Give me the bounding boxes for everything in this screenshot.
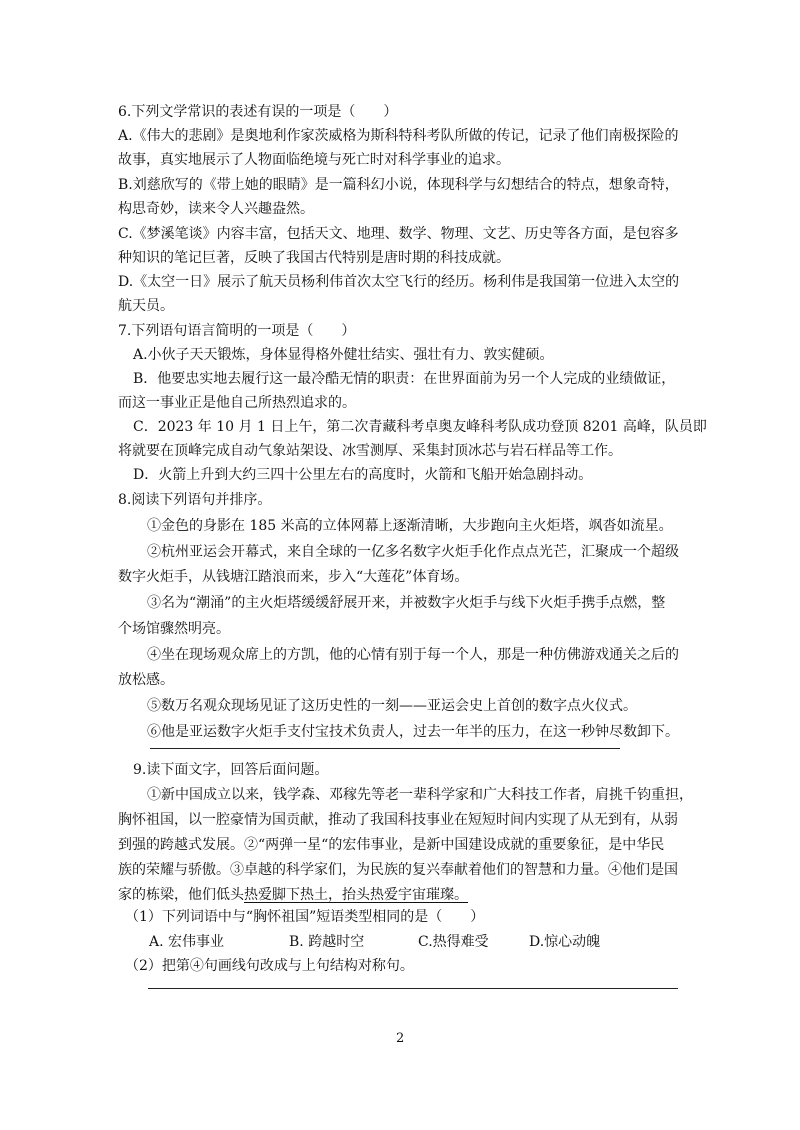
q6-option-a-line1: A.《伟大的悲剧》是奥地利作家茨威格为斯科特科考队所做的传记，记录了他们南极探险的 [118,128,679,144]
q7-option-b-line2: 而这一事业正是他自己所热烈追求的。 [118,395,356,411]
q8-sentence-6: ⑥他是亚运数字火炬手支付宝技术负责人，过去一年半的压力，在这一秒钟尽数卸下。 [147,724,679,740]
q7-option-c-line2: 将就要在顶峰完成自动气象站架设、冰雪测厚、采集封顶冰芯与岩石样品等工作。 [118,443,622,459]
q7-option-d: D．火箭上升到大约三四十公里左右的高度时，火箭和飞船开始急剧抖动。 [133,467,593,483]
q9-passage-line1: ①新中国成立以来，钱学森、邓稼先等老一辈科学家和广大科技工作者，肩挑千钧重担， [147,787,693,803]
q8-sentence-2-line1: ②杭州亚运会开幕式，来自全球的一亿多名数字火炬手化作点点光芒，汇聚成一个超级 [147,544,679,560]
q8-stem: 8.阅读下列语句并排序。 [118,492,272,508]
q6-option-a-line2: 故事，真实地展示了人物面临绝境与死亡时对科学事业的追求。 [118,152,510,168]
q9-passage-line3: 到强的跨越式发展。②“两弹一星“的宏伟事业，是新中国建设成就的重要象征，是中华民 [118,837,665,853]
q9-subquestion-2: （2）把第④句画线句改成与上句结构对称句。 [125,958,414,974]
q8-sentence-3-line2: 个场馆骤然明亮。 [118,621,230,637]
q8-answer-line[interactable] [150,748,620,749]
q6-option-d-line1: D.《太空一日》展示了航天员杨利伟首次太空飞行的经历。杨利伟是我国第一位进入太空的 [118,274,680,290]
q7-stem: 7.下列语句语言简明的一项是（ ） [118,323,356,339]
q7-option-a: A.小伙子天天锻炼，身体显得格外健壮结实、强壮有力、敦实健硕。 [133,347,554,363]
q8-sentence-4-line2: 放松感。 [118,672,174,688]
q9-subquestion-1: （1）下列词语中与“胸怀祖国”短语类型相同的是（ ） [125,909,485,925]
q6-option-b-line1: B.刘慈欣写的《带上她的眼睛》是一篇科幻小说，体现科学与幻想结合的特点，想象奇特， [118,177,679,193]
q6-option-d-line2: 航天员。 [118,298,174,314]
q9-stem: 9.读下面文字，回答后面问题。 [133,762,329,778]
q9-passage-line4: 族的荣耀与骄傲。③卓越的科学家们，为民族的复兴奉献着他们的智慧和力量。④他们是国 [118,862,678,878]
q8-sentence-4-line1: ④坐在现场观众席上的方凯，他的心情有别于每一个人，那是一种仿佛游戏通关之后的 [147,647,679,663]
q9-passage-line2: 胸怀祖国，以一腔豪情为国贡献，推动了我国科技事业在短短时间内实现了从无到有，从弱 [118,812,678,828]
q9-option-c: C.热得难受 [418,934,489,950]
q7-option-b-line1: B．他要忠实地去履行这一最冷酷无情的职责：在世界面前为另一个人完成的业绩做证， [133,371,676,387]
q8-sentence-2-line2: 数字火炬手，从钱塘江踏浪而来，步入“大莲花”体育场。 [118,569,469,585]
q9-option-b: B. 跨越时空 [289,934,365,950]
q6-option-c-line2: 种知识的笔记巨著，反映了我国古代特别是唐时期的科技成就。 [118,250,510,266]
q6-stem: 6.下列文学常识的表述有误的一项是（ ） [118,104,398,120]
q9-passage-line5 [118,886,468,904]
q9-answer-line[interactable] [148,988,678,989]
q8-sentence-5: ⑤数万名观众现场见证了这历史性的一刻——亚运会史上首创的数字点火仪式。 [147,698,637,714]
q9-option-d: D.惊心动魄 [529,934,601,950]
page-number: 2 [396,1031,405,1046]
q9-passage-line5-plain: 家的栋梁，他们低头 [118,887,244,903]
q8-sentence-1: ①金色的身影在 185 米高的立体网幕上逐渐清晰，大步跑向主火炬塔，飒沓如流星。 [147,518,673,534]
q9-underlined-sentence: 热爱脚下热土，抬头热爱宇宙璀璨。 [244,887,468,903]
q6-option-c-line1: C.《梦溪笔谈》内容丰富，包括天文、地理、数学、物理、文艺、历史等各方面，是包容多 [118,226,679,242]
q9-option-a: A. 宏伟事业 [149,934,225,950]
q8-sentence-3-line1: ③名为“潮涌”的主火炬塔缓缓舒展开来，并被数字火炬手与线下火炬手携手点燃，整 [147,595,666,611]
q7-option-c-line1: C．2023 年 10 月 1 日上午，第二次青藏科考卓奥友峰科考队成功登顶 8201 高峰，队员即 [133,419,707,435]
q6-option-b-line2: 构思奇妙，读来令人兴趣盎然。 [118,201,314,217]
